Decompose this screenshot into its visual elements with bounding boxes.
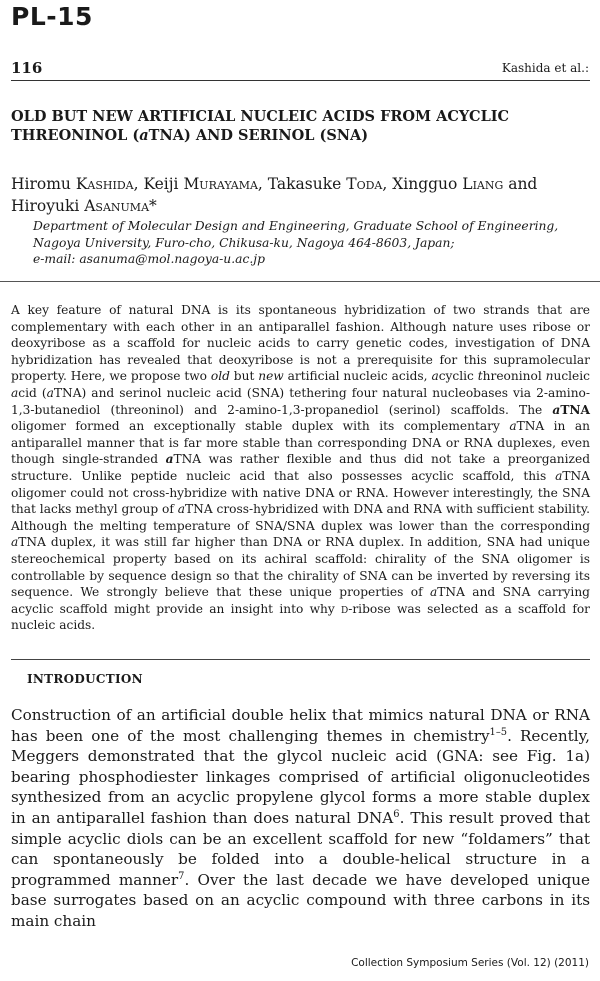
text-run: TNA and SNA carrying acyclic scaffold might provide an insight into why [11,585,590,616]
abstract-rule [0,281,600,282]
author-family-name: Kashida [75,175,134,193]
text-run: a [46,385,54,400]
introduction-text [11,705,590,932]
text-run: old [210,369,230,384]
text-run: a [509,419,517,434]
text-run: a [552,402,561,417]
text-run: TNA in an antiparallel manner that is far more stable than corresponding DNA or RNA duplexes, even though single-stranded [11,419,590,467]
text-run: oligomer formed an exceptionally stable duplex with its complementary [11,419,510,434]
author-given-name: Hiroyuki [11,197,85,215]
text-run: n [545,369,554,384]
text-run: t [477,369,483,384]
author-list [11,173,590,217]
text-run: A key feature of natural DNA is its spontaneous hybridization of two strands that are complementary with each other in an antiparallel fashion. Although nature uses ribose or deoxyribose as a scaffold for nucleic acids to carry genetic codes, investigation of DNA hybridization has revealed that deoxyribose is not a prerequisite for this supramolecular property. Here, we propose two [11,303,590,384]
text-run: . This result proved that simple acyclic diols can be an excellent scaffold for new “foldamers” that can spontaneously be folded into a double-helical structure in a programmed manner [11,808,590,889]
author-separator: , [382,175,393,193]
title-part: OLD BUT NEW ARTIFICIAL NUCLEIC ACIDS FROM ACYCLIC THREONINOL ( [11,108,510,144]
text-run: TNA [560,402,590,417]
affiliation-email: e-mail: asanuma@mol.nagoya-u.ac.jp [33,252,265,266]
text-run: cyclic [438,369,478,384]
author-given-name: Takasuke [267,175,347,193]
author-separator: * [149,197,157,215]
paper-code: PL-15 [11,2,93,31]
text-run: a [165,452,174,467]
running-head: Kashida et al.: [501,61,589,75]
text-run: d [341,601,349,616]
text-run: a [430,585,438,600]
text-run: hreoninol [482,369,546,384]
text-run: a [11,535,19,550]
author-given-name: Keiji [143,175,184,193]
text-run: artificial nucleic acids, [283,369,432,384]
text-run: a [11,385,19,400]
text-run: TNA was rather flexible and thus did not take a preorganized structure. Unlike peptide nucleic acid that also possesses acyclic scaffold, this [11,452,590,483]
title-part: TNA) AND SERINOL (SNA) [148,127,369,144]
text-run: -ribose was selected as a scaffold for nucleic acids. [11,601,591,633]
citation-superscript: 6 [393,808,400,820]
section-heading: INTRODUCTION [27,672,143,686]
text-run: cid ( [18,385,47,400]
text-run: TNA duplex, it was still far higher than DNA or RNA duplex. In addition, SNA had unique stereochemical property based on its achiral scaffold: chirality of the SNA oligomer is controllable by sequence design so that the chirality of SNA can be inverted by reversing its sequence. We strongly believe that these unique properties of [11,535,590,600]
text-run: but [229,369,259,384]
title-part: a [139,127,149,144]
author-given-name: Hiromu [11,175,76,193]
text-run: TNA) and serinol nucleic acid (SNA) tethering four natural nucleobases via 2-amino-1,3-butanediol (threoninol) and 2-amino-1,3-propanediol (serinol) scaffolds. The [11,385,590,417]
text-run: new [258,369,284,384]
text-run: . Recently, Meggers demonstrated that the glycol nucleic acid (GNA: see Fig. 1a) bearing phosphodiester linkages comprised of artificial oligonucleotides synthesized from an acyclic propylene glycol forms a more stable duplex in an antiparallel fashion than does natural DNA [11,726,590,827]
affiliation-line: Department of Molecular Design and Engineering, Graduate School of Engineering, [33,219,559,233]
affiliation [33,218,583,268]
header-rule [11,80,590,81]
page-number: 116 [11,59,43,77]
author-family-name: Murayama [183,175,258,193]
text-run: TNA oligomer could not cross-hybridize with native DNA or RNA. However interestingly, the SNA that lacks methyl group of [11,468,590,517]
affiliation-line: Nagoya University, Furo-cho, Chikusa-ku, Nagoya 464-8603, Japan; [33,235,455,250]
text-run: . Over the last decade we have developed unique base surrogates based on an acyclic compound with three carbons in its main chain [11,870,590,930]
citation-superscript: 7 [178,870,185,882]
section-rule [11,659,590,660]
text-run: a [177,502,186,517]
text-run: a [431,369,439,384]
abstract-text [11,302,590,634]
author-family-name: Toda [346,175,383,193]
author-family-name: Liang [462,175,504,193]
footer-citation: Collection Symposium Series (Vol. 12) (2011) [351,957,589,969]
author-given-name: Xingguo [392,175,463,193]
text-run: Construction of an artificial double helix that mimics natural DNA or RNA has been one of the most challenging themes in chemistry [11,706,590,745]
author-separator: , [257,175,268,193]
paper-title [11,107,586,145]
citation-superscript: 1–5 [489,726,508,738]
author-separator: , [133,175,144,193]
author-family-name: Asanuma [84,197,150,215]
text-run: ucleic [553,369,590,384]
text-run: a [555,468,563,483]
author-separator: and [503,175,538,193]
text-run: TNA cross-hybridized with DNA and RNA with sufficient stability. Although the melting temperature of SNA/SNA duplex was lower than the corresponding [11,502,590,533]
